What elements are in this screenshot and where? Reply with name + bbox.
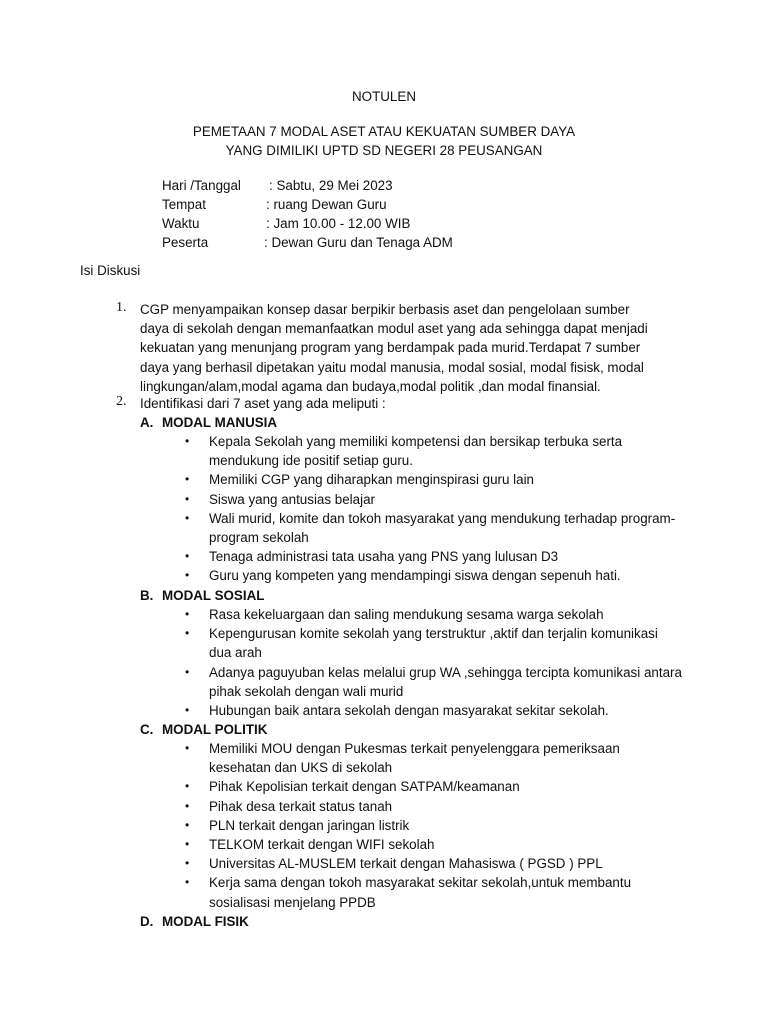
group-letter: D. — [140, 914, 154, 929]
group-heading-modal-politik — [140, 720, 267, 739]
bullet-icon: • — [185, 817, 190, 832]
list-item — [183, 470, 683, 489]
list-item — [183, 701, 683, 720]
list-item-text: Hubungan baik antara sekolah dengan masyarakat sekitar sekolah. — [209, 703, 609, 719]
item-number: 1. — [116, 300, 127, 315]
list-item — [183, 663, 683, 701]
bullet-icon: • — [185, 607, 190, 621]
bullet-icon: • — [185, 779, 190, 794]
list-item-text: Tenaga administrasi tata usaha yang PNS yang lulusan D3 — [209, 549, 559, 565]
info-value: : Sabtu, 29 Mei 2023 — [269, 178, 393, 193]
bullet-icon: • — [185, 472, 190, 487]
document-title: NOTULEN — [352, 89, 416, 104]
group-title: MODAL SOSIAL — [162, 588, 265, 603]
group-title: MODAL POLITIK — [162, 722, 268, 737]
list-item — [183, 509, 683, 547]
document-subtitle-line-2: YANG DIMILIKI UPTD SD NEGERI 28 PEUSANGAN — [225, 143, 543, 158]
item-text: Identifikasi dari 7 aset yang ada meliputi : — [140, 396, 386, 411]
list-item — [183, 624, 683, 662]
bullet-list-modal-sosial — [183, 605, 683, 720]
group-title: MODAL FISIK — [162, 914, 249, 929]
item-number: 2. — [116, 394, 127, 409]
bullet-icon: • — [185, 837, 190, 852]
bullet-list-modal-manusia — [183, 432, 683, 586]
bullet-list-modal-politik — [183, 739, 683, 912]
bullet-icon: • — [185, 703, 190, 718]
bullet-icon: • — [185, 510, 190, 525]
bullet-icon: • — [185, 568, 190, 583]
list-item — [183, 873, 683, 911]
group-letter: B. — [140, 588, 154, 603]
item-text: CGP menyampaikan konsep dasar berpikir berbasis aset dan pengelolaan sumber daya di sekolah dengan memanfaatkan modul aset yang ada sehingga dapat menjadi kekuatan yang menunjang program yang berdampak pada murid.Terdapat 7 sumber daya yang berhasil dipetakan yaitu modal manusia, modal sosial, modal fisisk, modal lingkungan/alam,modal agama dan budaya,modal politik ,dan modal finansial. — [140, 302, 648, 394]
info-label: Hari /Tanggal — [162, 178, 241, 193]
list-item-text: Wali murid, komite dan tokoh masyarakat yang mendukung terhadap program-program sekolah — [209, 510, 676, 546]
group-letter: C. — [140, 722, 154, 737]
list-item — [183, 797, 683, 816]
list-item-text: Adanya paguyuban kelas melalui grup WA ,sehingga tercipta komunikasi antara pihak sekolah dengan wali murid — [209, 664, 682, 699]
bullet-icon: • — [185, 491, 190, 506]
list-item — [183, 777, 683, 796]
info-label: Peserta — [162, 235, 209, 250]
list-item — [183, 566, 683, 585]
list-item — [183, 739, 683, 777]
bullet-icon: • — [185, 798, 190, 813]
list-item-text: Memiliki CGP yang diharapkan menginspirasi guru lain — [209, 472, 535, 488]
list-item-text: Pihak desa terkait status tanah — [209, 798, 393, 814]
list-item-text: Pihak Kepolisian terkait dengan SATPAM/keamanan — [209, 779, 520, 795]
list-item-text: Siswa yang antusias belajar — [209, 491, 375, 507]
list-item-text: Kerja sama dengan tokoh masyarakat sekitar sekolah,untuk membantu sosialisasi menjelang PPDB — [209, 875, 632, 910]
list-item — [183, 816, 683, 835]
list-item-text: Guru yang kompeten yang mendampingi siswa dengan sepenuh hati. — [209, 568, 621, 584]
info-value: : Jam 10.00 - 12.00 WIB — [266, 216, 411, 231]
list-item-text: Universitas AL-MUSLEM terkait dengan Mahasiswa ( PGSD ) PPL — [209, 856, 603, 872]
bullet-icon: • — [185, 875, 190, 890]
group-title: MODAL MANUSIA — [162, 415, 278, 430]
list-item — [183, 835, 683, 854]
document-subtitle-line-1: PEMETAAN 7 MODAL ASET ATAU KEKUATAN SUMBER DAYA — [192, 124, 576, 139]
bullet-icon: • — [185, 741, 190, 755]
list-item-text: TELKOM terkait dengan WIFI sekolah — [209, 837, 435, 853]
group-letter: A. — [140, 415, 154, 430]
list-item — [183, 432, 683, 470]
bullet-icon: • — [185, 664, 190, 679]
bullet-icon: • — [185, 549, 190, 564]
list-item-text: Rasa kekeluargaan dan saling mendukung sesama warga sekolah — [209, 607, 604, 622]
list-item — [183, 490, 683, 509]
group-heading-modal-fisik — [140, 912, 249, 931]
group-heading-modal-sosial — [140, 586, 264, 605]
bullet-icon: • — [185, 434, 190, 448]
list-item-text: Kepengurusan komite sekolah yang terstruktur ,aktif dan terjalin komunikasi dua arah — [209, 626, 658, 661]
list-item — [183, 605, 683, 624]
info-value: : ruang Dewan Guru — [266, 197, 387, 212]
list-item-text: Kepala Sekolah yang memiliki kompetensi dan bersikap terbuka serta mendukung ide positif setiap guru. — [209, 434, 623, 469]
list-item — [183, 547, 683, 566]
group-heading-modal-manusia — [140, 413, 277, 432]
section-heading: Isi Diskusi — [80, 263, 141, 278]
list-item-text: Memiliki MOU dengan Pukesmas terkait penyelenggara pemeriksaan kesehatan dan UKS di sekolah — [209, 741, 620, 776]
list-item-text: PLN terkait dengan jaringan listrik — [209, 817, 410, 833]
info-label: Tempat — [162, 197, 206, 212]
list-item — [183, 854, 683, 873]
info-value: : Dewan Guru dan Tenaga ADM — [264, 235, 453, 250]
bullet-icon: • — [185, 856, 190, 871]
info-label: Waktu — [162, 216, 200, 231]
bullet-icon: • — [185, 626, 190, 641]
